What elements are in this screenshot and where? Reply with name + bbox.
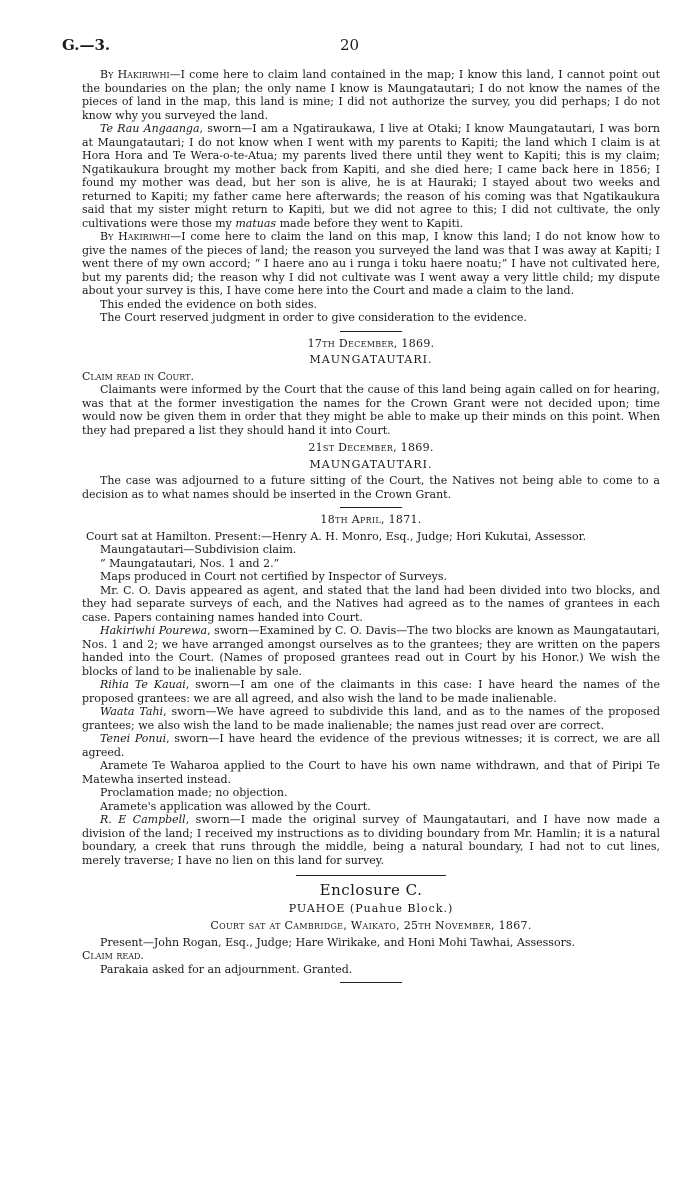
application-allowed: Aramete's application was allowed by the Court.	[100, 799, 371, 813]
section-divider-2	[340, 507, 402, 508]
subdivision-claim: Maungatautari—Subdivision claim.	[100, 543, 297, 556]
date-21-december-1869: 21st December, 1869.	[308, 441, 434, 454]
block-title-maungatautari-2: MAUNGATAUTARI.	[309, 457, 433, 471]
date-18-april-1871: 18th April, 1871.	[320, 513, 422, 526]
paragraph-case-adjourned: The case was adjourned to a future sitting of the Court, the Natives not being able to come to a decision as to what names should be inserted in the Crown Grant.	[82, 474, 660, 501]
witness-waata-tahi: Waata Tahi, sworn—We have agreed to subdivide this land, and as to the names of the proposed grantees; we also wish the land to be made inalienable; the names just read over are correct.	[82, 705, 660, 732]
witness-rihia-te-kauai: Rihia Te Kauai, sworn—I am one of the claimants in this case: I have heard the names of the proposed grantees: we are all agreed, and also wish the land to be made inalienable.	[82, 678, 660, 705]
claim-title-line: “ Maungatautari, Nos. 1 and 2.”	[100, 556, 280, 570]
paragraph-hakiriwhi-1: By Hakiriwhi—I come here to claim land contained in the map; I know this land, I cannot point out the boundaries on the plan; the only name I know is Maungatautari; I do not know the names of the pieces of land in the map, this land is mine; I did not authorize the survey, you did perhaps; I do not know why you surveyed the land.	[82, 68, 660, 122]
paragraph-te-rau-angaanga: Te Rau Angaanga, sworn—I am a Ngatiraukawa, I live at Otaki; I know Maungatautari, I was born at Maungatautari; I do not know when I went with my parents to Kapiti; the land which I claim is at Hora Hora and Te Wera-o-te-Atua; my parents lived there until they went to Kapiti; this is my claim; Ngatikaukura brought my mother back from Kapiti, and she died here; I came back here in 1856; I found my mother was dead, but her son is alive, he is at Hauraki; I stayed about two weeks and returned to Kapiti; my father came here afterwards; the reason of his coming was that Ngatikaukura said that my sister might return to Kapiti, but we did not agree to this; I did not cultivate, the only cultivations were those my matuas made before they went to Kapiti.	[82, 122, 660, 230]
document-body	[82, 68, 660, 988]
enclosure-divider	[296, 875, 446, 876]
paragraph-parakaia-adjournment: Parakaia asked for an adjournment. Granted.	[100, 962, 353, 976]
paragraph-judgment-reserved: The Court reserved judgment in order to give consideration to the evidence.	[100, 311, 527, 324]
series-reference: G.—3.	[62, 36, 111, 54]
paragraph-hakiriwhi-2: By Hakiriwhi—I come here to claim the land on this map, I know this land; I do not know how to give the names of the pieces of land; the reason you surveyed the land was that I was away at Kapiti; I went there of my own accord; “ I haere ano au i runga i toku haere noatu;” I have not cultivated here, but my parents did; the reason why I did not cultivate was I went away a very little child; my dispute about your survey is this, I have come here into the Court and made a claim to the land.	[82, 230, 660, 297]
puahoe-title: PUAHOE (Puahue Block.)	[288, 901, 454, 915]
claim-read-label-2: Claim read.	[82, 949, 144, 962]
maps-produced: Maps produced in Court not certified by Inspector of Surveys.	[100, 570, 448, 583]
claim-read-label: Claim read in Court.	[82, 369, 194, 383]
witness-campbell: R. E Campbell, sworn—I made the original survey of Maungatautari, and I have now made a division of the land; I received my instructions as to dividing boundary from Mr. Hamlin; it is a natural boundary, a creek that runs through the middle, being a natural boundary, I had not to cut lines, merely traverse; I have no lien on this land for survey.	[82, 813, 661, 867]
date-17-december-1869: 17th December, 1869.	[307, 336, 435, 350]
enclosure-heading: Enclosure C.	[319, 881, 423, 899]
proclamation-made: Proclamation made; no objection.	[100, 786, 288, 799]
block-title-maungatautari: MAUNGATAUTARI.	[309, 353, 433, 366]
paragraph-davis-agent: Mr. C. O. Davis appeared as agent, and stated that the land had been divided into two blocks, and they had separate surveys of each, and the Natives had agreed as to the names of grantees in each case. Papers containing names handed into Court.	[82, 583, 660, 624]
court-sat-hamilton: Court sat at Hamilton. Present:—Henry A. H. Monro, Esq., Judge; Hori Kukutai, Assessor.	[86, 529, 587, 543]
court-sat-cambridge: Court sat at Cambridge, Waikato, 25th November, 1867.	[210, 919, 532, 932]
paragraph-aramete-application: Aramete Te Waharoa applied to the Court to have his own name withdrawn, and that of Piripi Te Matewha inserted instead.	[82, 759, 660, 786]
paragraph-evidence-ended: This ended the evidence on both sides.	[100, 297, 318, 311]
section-divider	[340, 331, 402, 332]
paragraph-claimants-informed: Claimants were informed by the Court that the cause of this land being again called on for hearing, was that at the former investigation the names for the Crown Grant were not decided upon; time would now be given them in order that they might be able to make up their minds on this point. When they had prepared a list they should hand it into Court.	[82, 383, 660, 437]
page-number: 20	[340, 36, 360, 54]
witness-hakiriwhi-pourewa: Hakiriwhi Pourewa, sworn—Examined by C. O. Davis—The two blocks are known as Maungatautari, Nos. 1 and 2; we have arranged amongst ourselves as to the grantees; they are written on the papers handed into the Court. (Names of proposed grantees read out in Court by his Honor.) We wish the blocks of land to be inalienable by sale.	[82, 624, 660, 678]
witness-tenei-ponui: Tenei Ponui, sworn—I have heard the evidence of the previous witnesses; it is correct, we are all agreed.	[82, 732, 661, 759]
closing-divider	[340, 982, 402, 983]
present-rogan: Present—John Rogan, Esq., Judge; Hare Wirikake, and Honi Mohi Tawhai, Assessors.	[100, 935, 575, 949]
